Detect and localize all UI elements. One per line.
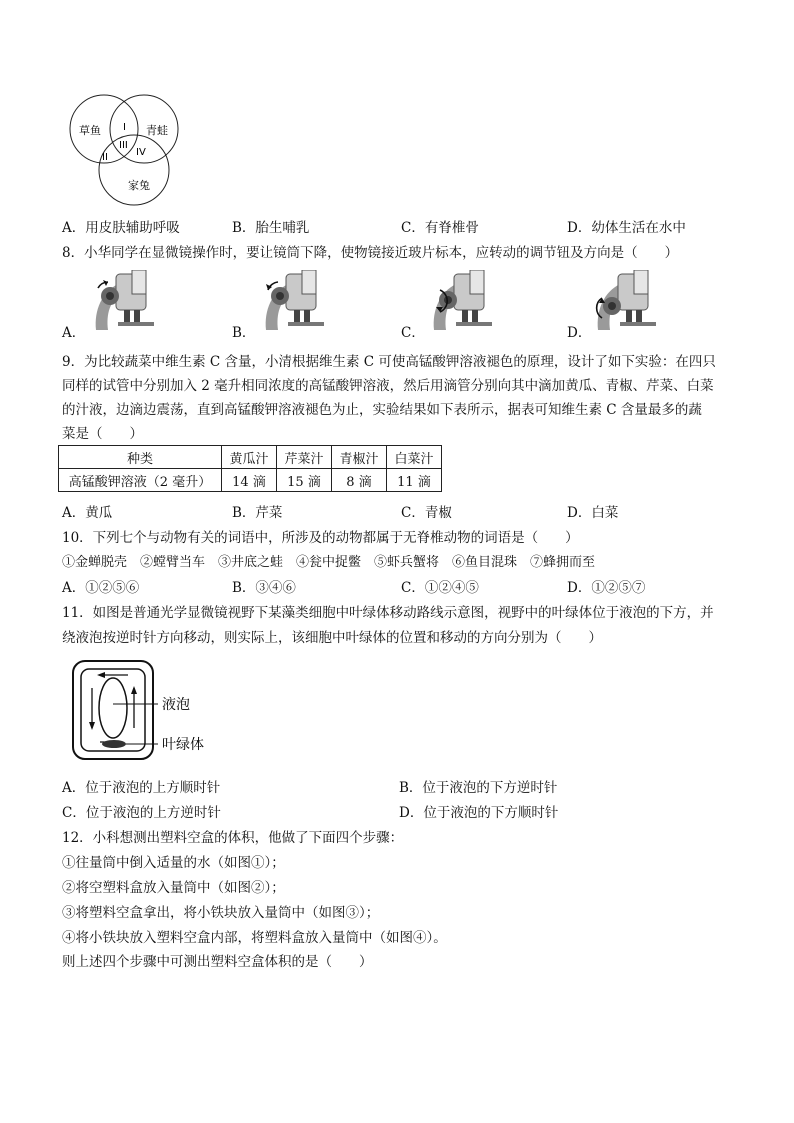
chloroplast-label: 叶绿体 [162,737,204,753]
q10-option-b: B．③④⑥ [232,580,296,596]
q12-question: 则上述四个步骤中可测出塑料空盒体积的是（ ） [62,954,373,970]
venn-region-iii: III [119,140,128,151]
q7-option-a: A．用皮肤辅助呼吸 [62,220,180,236]
q7-option-c: C．有脊椎骨 [401,220,479,236]
q11-option-c: C．位于液泡的上方逆时针 [62,805,221,821]
table-cell: 高锰酸钾溶液（2 毫升） [59,469,222,492]
table-header-cell: 芹菜汁 [277,446,332,469]
venn-region-ii: II [102,152,108,163]
table-header-cell: 青椒汁 [332,446,387,469]
venn-label-rabbit: 家兔 [128,179,150,192]
q10-option-c: C．①②④⑤ [401,580,479,596]
q9-option-b: B．芹菜 [232,505,283,521]
q9-stem-line-4: 菜是（ ） [62,426,143,442]
venn-region-iv: IV [136,147,146,158]
q9-stem-line-3: 的汁液，边滴边震荡，直到高锰酸钾溶液褪色为止，实验结果如下表所示，据表可知维生素 C 含量最多的蔬 [62,402,702,418]
q8-option-b: B． [232,325,256,341]
q11-stem-line-2: 绕液泡按逆时针方向移动，则实际上，该细胞中叶绿体的位置和移动的方向分别为（ ） [62,630,602,646]
q10-stem: 10．下列七个与动物有关的词语中，所涉及的动物都属于无脊椎动物的词语是（ ） [62,530,579,546]
q8-option-c: C． [401,325,425,341]
q10-items: ①金蝉脱壳 ②螳臂当车 ③井底之蛙 ④瓮中捉鳖 ⑤虾兵蟹将 ⑥鱼目混珠 ⑦蜂拥而至 [62,555,596,570]
venn-diagram [62,88,192,208]
table-cell: 15 滴 [277,469,332,492]
q10-option-d: D．①②⑤⑦ [567,580,646,596]
vacuole-label: 液泡 [162,697,190,713]
table-header-cell: 白菜汁 [387,446,442,469]
q12-step-3: ③将塑料空盒拿出，将小铁块放入量筒中（如图③）； [62,905,380,921]
q9-stem-line-2: 同样的试管中分别加入 2 毫升相同浓度的高锰酸钾溶液，然后用滴管分别向其中滴加黄瓜、青椒、芹菜、白菜 [62,378,714,394]
q12-step-2: ②将空塑料盒放入量筒中（如图②）； [62,880,285,896]
cell-diagram [70,658,230,764]
q7-option-b: B．胎生哺乳 [232,220,310,236]
table-header-cell: 种类 [59,446,222,469]
q8-option-d: D． [567,325,592,341]
table-row [59,469,442,492]
venn-label-grass-carp: 草鱼 [79,124,101,137]
q10-option-a: A．①②⑤⑥ [62,580,140,596]
q9-option-a: A．黄瓜 [62,505,113,521]
microscope-image-d [590,270,662,332]
table-header-cell: 黄瓜汁 [222,446,277,469]
q11-option-b: B．位于液泡的下方逆时针 [399,780,558,796]
table-cell: 8 滴 [332,469,387,492]
microscope-image-b [258,270,330,332]
vitamin-c-table [58,445,442,492]
q12-stem: 12．小科想测出塑料空盒的体积，他做了下面四个步骤： [62,830,404,846]
venn-label-frog: 青蛙 [146,124,168,137]
table-cell: 14 滴 [222,469,277,492]
table-header-row [59,446,442,469]
venn-region-i: I [123,122,126,133]
microscope-image-a [88,270,160,332]
q9-option-d: D．白菜 [567,505,619,521]
q9-stem-line-1: 9．为比较蔬菜中维生素 C 含量，小清根据维生素 C 可使高锰酸钾溶液褪色的原理，设计了如下实验：在四只 [62,354,716,370]
microscope-image-c [426,270,498,332]
q12-step-4: ④将小铁块放入塑料空盒内部，将塑料盒放入量筒中（如图④）。 [62,930,447,946]
q11-stem-line-1: 11．如图是普通光学显微镜视野下某藻类细胞中叶绿体移动路线示意图，视野中的叶绿体位于液泡的下方，并 [62,605,714,621]
q11-option-d: D．位于液泡的下方顺时针 [399,805,559,821]
q7-option-d: D．幼体生活在水中 [567,220,686,236]
q9-option-c: C．青椒 [401,505,452,521]
table-cell: 11 滴 [387,469,442,492]
q11-option-a: A．位于液泡的上方顺时针 [62,780,221,796]
q8-stem: 8．小华同学在显微镜操作时，要让镜筒下降，使物镜接近玻片标本，应转动的调节钮及方向是（ ） [62,245,679,261]
q8-option-a: A． [62,325,86,341]
q12-step-1: ①往量筒中倒入适量的水（如图①）； [62,855,285,871]
